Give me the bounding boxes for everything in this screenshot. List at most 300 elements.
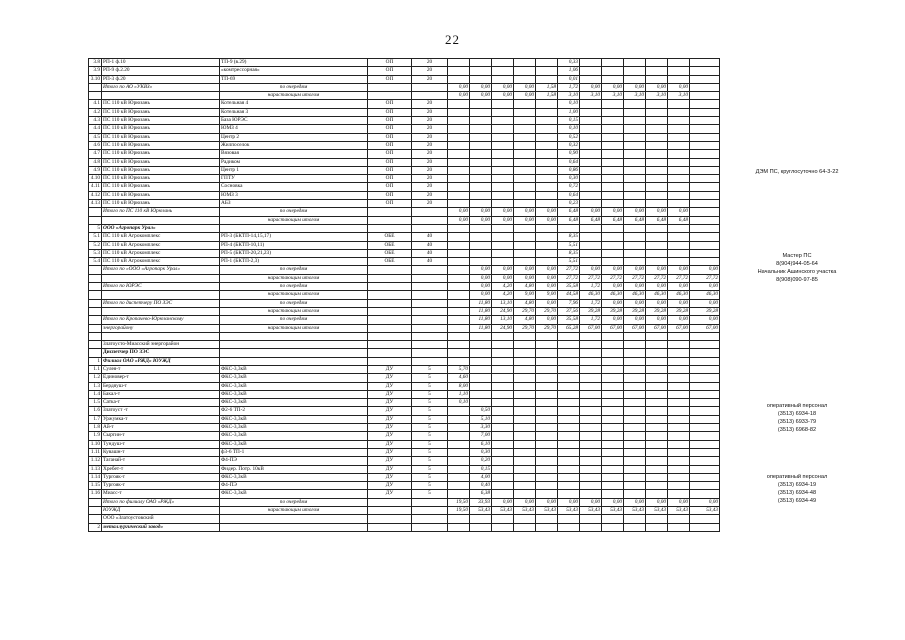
table-row: [89, 357, 720, 365]
table-cell: 19,50: [448, 498, 470, 506]
table-cell: [580, 241, 602, 249]
table-cell: 0,00: [580, 498, 602, 506]
table-cell: [89, 349, 102, 357]
table-cell: [536, 141, 558, 149]
table-cell: [624, 108, 646, 116]
table-cell: [536, 415, 558, 423]
table-cell: [602, 424, 624, 432]
table-cell: 1,72: [580, 316, 602, 324]
table-cell: [602, 523, 624, 531]
table-cell: ПС 110 кВ Агрокомплекс: [102, 233, 220, 241]
table-cell: [514, 399, 536, 407]
table-cell: [536, 117, 558, 125]
table-cell: [668, 440, 690, 448]
table-cell: РП-4 (БКТП-10,11): [220, 241, 368, 249]
table-cell: [470, 341, 492, 349]
table-cell: [558, 224, 580, 232]
table-row: [89, 390, 720, 398]
table-cell: [412, 83, 448, 91]
table-cell: [448, 67, 470, 75]
table-cell: 0,00: [492, 274, 514, 282]
table-cell: 1.5: [89, 399, 102, 407]
table-row: [89, 332, 720, 340]
table-cell: 0,52: [558, 133, 580, 141]
table-cell: [492, 365, 514, 373]
table-cell: [492, 224, 514, 232]
table-cell: [448, 175, 470, 183]
table-cell: [492, 175, 514, 183]
table-cell: ФКС-3,3кВ: [220, 440, 368, 448]
table-cell: [536, 424, 558, 432]
table-cell: [558, 515, 580, 523]
table-cell: [448, 59, 470, 67]
table-cell: [448, 233, 470, 241]
table-cell: ФКС-3,3кВ: [220, 374, 368, 382]
table-cell: [602, 241, 624, 249]
table-cell: [668, 382, 690, 390]
table-cell: [690, 83, 720, 91]
table-cell: [536, 448, 558, 456]
table-cell: [368, 507, 412, 515]
table-cell: [492, 523, 514, 531]
table-cell: 5,51: [558, 258, 580, 266]
table-cell: ДУ: [368, 407, 412, 415]
table-cell: ОП: [368, 166, 412, 174]
table-cell: 0,00: [646, 266, 668, 274]
table-cell: 53,43: [470, 507, 492, 515]
table-cell: 6,38: [470, 490, 492, 498]
table-cell: [580, 249, 602, 257]
table-cell: 1,72: [580, 283, 602, 291]
table-cell: 0,00: [624, 498, 646, 506]
table-cell: 0,00: [514, 498, 536, 506]
table-cell: [646, 249, 668, 257]
table-cell: [646, 440, 668, 448]
table-cell: [89, 208, 102, 216]
table-row: [89, 283, 720, 291]
table-cell: ОП: [368, 158, 412, 166]
table-cell: энергорайону: [102, 324, 220, 332]
table-cell: [646, 141, 668, 149]
table-cell: 0,00: [536, 283, 558, 291]
table-cell: [470, 117, 492, 125]
table-cell: [492, 341, 514, 349]
table-cell: [690, 357, 720, 365]
table-cell: [646, 224, 668, 232]
table-cell: [602, 482, 624, 490]
table-cell: ПС 110 кВ Юрюзань: [102, 108, 220, 116]
table-cell: РП-9 ф.2.20: [102, 67, 220, 75]
table-cell: [690, 365, 720, 373]
table-cell: Ф2-6 ТП-2: [220, 407, 368, 415]
table-cell: [448, 283, 470, 291]
table-cell: [220, 341, 368, 349]
table-cell: 0,00: [646, 299, 668, 307]
table-cell: 0,15: [558, 117, 580, 125]
table-cell: 37,56: [558, 307, 580, 315]
table-cell: [646, 200, 668, 208]
table-cell: [668, 374, 690, 382]
table-cell: [646, 448, 668, 456]
table-cell: [514, 233, 536, 241]
table-row: [89, 365, 720, 373]
table-cell: Хребет-т: [102, 465, 220, 473]
table-cell: [470, 390, 492, 398]
table-cell: 0,00: [514, 83, 536, 91]
table-cell: 0,00: [624, 299, 646, 307]
table-cell: [668, 166, 690, 174]
table-cell: [602, 117, 624, 125]
table-cell: [580, 365, 602, 373]
table-cell: [536, 407, 558, 415]
table-cell: [602, 200, 624, 208]
table-cell: [536, 183, 558, 191]
table-cell: Ай-т: [102, 424, 220, 432]
table-cell: 0,00: [624, 83, 646, 91]
table-cell: [580, 382, 602, 390]
table-cell: [412, 274, 448, 282]
table-row: [89, 407, 720, 415]
table-cell: 4.2: [89, 108, 102, 116]
table-cell: [624, 374, 646, 382]
table-cell: 46,30: [624, 291, 646, 299]
table-cell: ДУ: [368, 465, 412, 473]
table-cell: [646, 390, 668, 398]
table-cell: [668, 349, 690, 357]
table-cell: [102, 332, 220, 340]
table-cell: 20: [412, 166, 448, 174]
table-cell: [690, 440, 720, 448]
table-cell: [602, 390, 624, 398]
table-cell: [89, 283, 102, 291]
table-cell: [448, 249, 470, 257]
table-cell: 20: [412, 158, 448, 166]
table-cell: ОП: [368, 200, 412, 208]
table-cell: [602, 249, 624, 257]
table-cell: [448, 457, 470, 465]
table-cell: [412, 291, 448, 299]
table-cell: [690, 349, 720, 357]
table-cell: Уржумка-т: [102, 415, 220, 423]
table-cell: [514, 349, 536, 357]
table-cell: 39,28: [690, 307, 720, 315]
table-cell: 35,58: [558, 316, 580, 324]
table-cell: 0,00: [492, 83, 514, 91]
table-cell: ОП: [368, 100, 412, 108]
table-cell: [368, 274, 412, 282]
table-cell: [690, 482, 720, 490]
table-cell: по очередям: [220, 498, 368, 506]
table-cell: [646, 100, 668, 108]
table-row: [89, 100, 720, 108]
table-cell: [690, 100, 720, 108]
table-cell: [602, 175, 624, 183]
table-row: [89, 341, 720, 349]
table-cell: [580, 399, 602, 407]
table-cell: 6,48: [602, 216, 624, 224]
table-cell: ОБЕ: [368, 241, 412, 249]
table-cell: ОП: [368, 150, 412, 158]
table-cell: [690, 258, 720, 266]
table-cell: 53,43: [602, 507, 624, 515]
table-cell: [412, 316, 448, 324]
table-cell: нарастающим итогом: [220, 291, 368, 299]
table-cell: [220, 523, 368, 531]
table-cell: [448, 200, 470, 208]
table-cell: 5: [412, 415, 448, 423]
table-cell: металлургический завод»: [102, 523, 220, 531]
table-cell: 0,00: [690, 316, 720, 324]
table-cell: [602, 448, 624, 456]
table-cell: [514, 67, 536, 75]
table-cell: 11,80: [470, 299, 492, 307]
table-cell: [536, 200, 558, 208]
table-cell: ПС 110 кВ Агрокомплекс: [102, 258, 220, 266]
table-cell: Ф4-ПЭ: [220, 457, 368, 465]
table-cell: 29,70: [514, 324, 536, 332]
table-cell: [368, 515, 412, 523]
table-cell: 0,00: [470, 283, 492, 291]
table-cell: 3,10: [668, 92, 690, 100]
table-cell: [668, 465, 690, 473]
table-cell: 0,00: [668, 498, 690, 506]
table-cell: [558, 440, 580, 448]
table-cell: [470, 374, 492, 382]
table-cell: нарастающим итогом: [220, 324, 368, 332]
table-cell: Итого по диспетчеру ПО ЗЭС: [102, 299, 220, 307]
table-cell: [412, 523, 448, 531]
table-cell: [690, 490, 720, 498]
table-cell: ООО «Агропарк Урал»: [102, 224, 220, 232]
table-cell: [448, 100, 470, 108]
table-cell: [514, 473, 536, 481]
table-row: [89, 316, 720, 324]
table-cell: [514, 482, 536, 490]
table-cell: 6,48: [580, 216, 602, 224]
table-cell: [624, 150, 646, 158]
table-cell: ДУ: [368, 424, 412, 432]
table-cell: [492, 150, 514, 158]
table-cell: [690, 158, 720, 166]
table-cell: ПС 110 кВ Юрюзань: [102, 200, 220, 208]
table-cell: ОП: [368, 59, 412, 67]
table-cell: [558, 349, 580, 357]
table-cell: [646, 125, 668, 133]
table-cell: ПС 110 кВ Юрюзань: [102, 166, 220, 174]
table-row: [89, 523, 720, 531]
table-cell: ФКС-3,3кВ: [220, 415, 368, 423]
table-cell: [580, 191, 602, 199]
table-cell: Кувашн-т: [102, 448, 220, 456]
table-cell: Итого по филиалу ОАО «РЖД»: [102, 498, 220, 506]
table-cell: [368, 299, 412, 307]
table-cell: 4.6: [89, 141, 102, 149]
table-cell: [536, 457, 558, 465]
table-cell: 29,70: [536, 324, 558, 332]
table-cell: [690, 59, 720, 67]
table-cell: [602, 382, 624, 390]
table-row: [89, 415, 720, 423]
table-cell: [624, 465, 646, 473]
table-cell: 0,00: [646, 283, 668, 291]
table-cell: [624, 67, 646, 75]
table-cell: [102, 274, 220, 282]
table-row: [89, 83, 720, 91]
table-cell: 27,72: [558, 266, 580, 274]
table-cell: 0,00: [690, 299, 720, 307]
table-cell: 5: [412, 490, 448, 498]
table-row: [89, 490, 720, 498]
table-cell: 0,86: [558, 166, 580, 174]
table-cell: [602, 108, 624, 116]
table-cell: 0,72: [558, 183, 580, 191]
table-cell: [580, 465, 602, 473]
table-cell: [602, 150, 624, 158]
table-cell: ПС 110 кВ Юрюзань: [102, 150, 220, 158]
table-cell: [536, 490, 558, 498]
table-cell: 1: [89, 357, 102, 365]
table-cell: 0,00: [624, 316, 646, 324]
table-cell: [492, 465, 514, 473]
table-cell: 4.12: [89, 191, 102, 199]
table-cell: [448, 183, 470, 191]
table-cell: [448, 332, 470, 340]
table-cell: [646, 415, 668, 423]
table-cell: [602, 183, 624, 191]
table-cell: [412, 208, 448, 216]
table-cell: [368, 216, 412, 224]
table-cell: 44,58: [558, 291, 580, 299]
table-cell: нарастающим итогом: [220, 274, 368, 282]
table-cell: 0,00: [470, 266, 492, 274]
table-cell: РП-1 (БКТП-2,3): [220, 258, 368, 266]
table-cell: [602, 473, 624, 481]
table-cell: ПС 110 кВ Агрокомплекс: [102, 241, 220, 249]
table-cell: [602, 141, 624, 149]
table-row: [89, 465, 720, 473]
table-row: [89, 67, 720, 75]
table-cell: 0,00: [668, 299, 690, 307]
table-cell: 8,35: [558, 249, 580, 257]
table-cell: [492, 390, 514, 398]
table-cell: 13,10: [492, 299, 514, 307]
table-cell: [448, 316, 470, 324]
table-cell: 4,60: [448, 374, 470, 382]
table-cell: [646, 457, 668, 465]
table-cell: [646, 424, 668, 432]
table-cell: [602, 357, 624, 365]
table-cell: [580, 175, 602, 183]
table-cell: 0,00: [646, 316, 668, 324]
table-cell: [536, 341, 558, 349]
table-cell: 0,00: [492, 498, 514, 506]
table-cell: ф3-6 ТП-1: [220, 448, 368, 456]
table-cell: [536, 133, 558, 141]
table-cell: [580, 125, 602, 133]
table-cell: 0,50: [470, 407, 492, 415]
table-cell: ПС 110 кВ Агрокомплекс: [102, 249, 220, 257]
table-cell: [646, 233, 668, 241]
table-cell: 0,15: [470, 465, 492, 473]
table-cell: [448, 307, 470, 315]
table-cell: [602, 457, 624, 465]
table-cell: [646, 515, 668, 523]
table-cell: ФКС-3,3кВ: [220, 399, 368, 407]
table-cell: [536, 75, 558, 83]
table-cell: [514, 133, 536, 141]
table-cell: [492, 258, 514, 266]
table-cell: [492, 166, 514, 174]
table-cell: [514, 258, 536, 266]
table-cell: 4.9: [89, 166, 102, 174]
table-cell: [89, 274, 102, 282]
table-cell: Итого по ПС 110 кВ Юрюзань: [102, 208, 220, 216]
table-cell: 40: [412, 233, 448, 241]
table-cell: [690, 141, 720, 149]
table-cell: [220, 349, 368, 357]
table-cell: 53,43: [668, 507, 690, 515]
table-cell: [536, 515, 558, 523]
table-cell: [580, 457, 602, 465]
table-cell: 5: [412, 382, 448, 390]
table-cell: [558, 457, 580, 465]
table-cell: нарастающим итогом: [220, 307, 368, 315]
table-cell: [624, 141, 646, 149]
table-cell: [470, 515, 492, 523]
table-cell: [690, 407, 720, 415]
table-cell: 53,43: [536, 507, 558, 515]
table-cell: 4.4: [89, 125, 102, 133]
table-row: [89, 183, 720, 191]
table-cell: [690, 523, 720, 531]
table-cell: [646, 407, 668, 415]
table-cell: [492, 183, 514, 191]
table-cell: 0,00: [580, 208, 602, 216]
table-cell: [624, 233, 646, 241]
table-cell: [412, 332, 448, 340]
table-cell: [558, 341, 580, 349]
table-cell: [492, 117, 514, 125]
table-cell: 4.7: [89, 150, 102, 158]
table-cell: ТП-9 (в.29): [220, 59, 368, 67]
table-cell: 29,70: [514, 307, 536, 315]
table-cell: [580, 258, 602, 266]
table-cell: [690, 448, 720, 456]
table-cell: РП-5 (БКТП-20,21,23): [220, 249, 368, 257]
table-cell: [536, 399, 558, 407]
table-cell: 0,00: [470, 92, 492, 100]
table-cell: 5,70: [448, 365, 470, 373]
table-cell: [668, 175, 690, 183]
table-cell: [448, 291, 470, 299]
table-cell: ДУ: [368, 382, 412, 390]
table-cell: [448, 117, 470, 125]
table-cell: 20: [412, 67, 448, 75]
rzd-phone-b1: (3513) 6934-19: [777, 482, 817, 489]
table-cell: [470, 191, 492, 199]
table-cell: [368, 357, 412, 365]
table-cell: [470, 332, 492, 340]
table-cell: [536, 440, 558, 448]
table-cell: ОП: [368, 133, 412, 141]
table-cell: [580, 332, 602, 340]
table-cell: 0,00: [470, 83, 492, 91]
table-cell: 0,00: [646, 208, 668, 216]
table-cell: Ф4-ПЭ: [220, 482, 368, 490]
table-cell: [514, 150, 536, 158]
table-cell: [602, 258, 624, 266]
table-cell: [690, 108, 720, 116]
